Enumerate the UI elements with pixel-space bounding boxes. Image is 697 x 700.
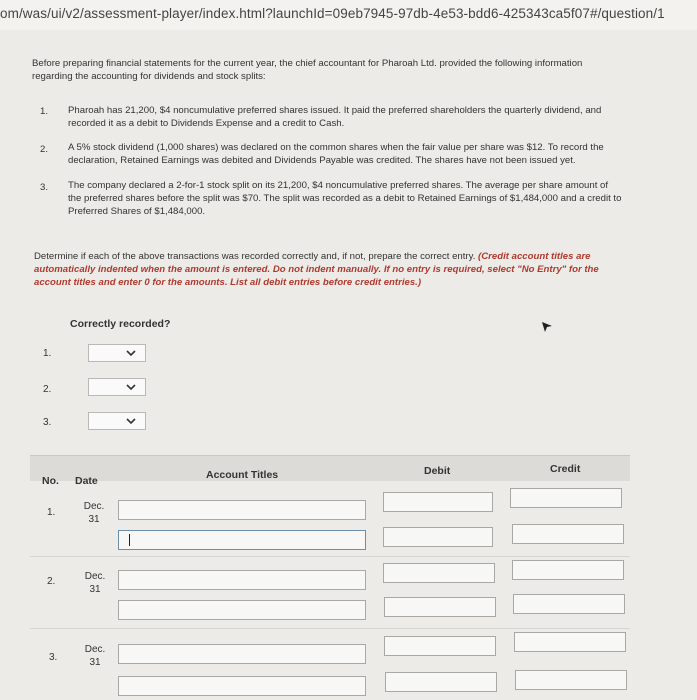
row-divider: [30, 556, 630, 557]
date-month: Dec.: [84, 571, 106, 582]
row-divider: [30, 628, 630, 629]
credit-input[interactable]: [512, 524, 624, 544]
debit-input[interactable]: [384, 636, 496, 656]
correctly-recorded-header: Correctly recorded?: [70, 318, 171, 330]
question-intro: Before preparing financial statements for the current year, the chief accountant for Pharoah Ltd. provided the following information regarding the accounting for dividends and stock splits:: [32, 58, 583, 82]
debit-input[interactable]: [383, 492, 493, 512]
header-credit: Credit: [550, 463, 581, 475]
account-title-input[interactable]: [118, 500, 366, 520]
mouse-cursor-icon: [540, 320, 554, 334]
account-title-input[interactable]: [118, 644, 366, 664]
account-title-input[interactable]: [118, 530, 366, 550]
credit-input[interactable]: [510, 488, 622, 508]
chevron-down-icon: [125, 415, 137, 427]
debit-input[interactable]: [385, 672, 497, 692]
credit-input[interactable]: [515, 670, 627, 690]
correctly-recorded-select-2[interactable]: [88, 378, 146, 396]
account-title-input[interactable]: [118, 676, 366, 696]
date-month: Dec.: [83, 501, 105, 512]
credit-input[interactable]: [514, 632, 626, 652]
entry-number: 3.: [49, 652, 58, 663]
credit-input[interactable]: [513, 594, 625, 614]
instructions-text: Determine if each of the above transactions was recorded correctly and, if not, prepare the correct entry.: [34, 251, 479, 262]
row-number: 3.: [43, 417, 52, 428]
row-number: 2.: [43, 384, 52, 395]
date-month: Dec.: [84, 644, 106, 655]
entry-number: 2.: [47, 576, 56, 587]
date-day: 31: [88, 514, 100, 525]
debit-input[interactable]: [383, 527, 493, 547]
assessment-page: [0, 30, 697, 700]
account-title-input[interactable]: [118, 600, 366, 620]
item-text: A 5% stock dividend (1,000 shares) was declared on the common shares when the fair value per share was $12. To record the declaration, Retained Earnings was debited and Dividends Payable was credited. The shares have not been issued yet.: [68, 142, 604, 166]
row-number: 1.: [43, 348, 52, 359]
entry-date: [80, 643, 110, 669]
item-number: 2.: [40, 144, 49, 155]
header-date: Date: [75, 475, 98, 487]
url-text[interactable]: om/was/ui/v2/assessment-player/index.html?launchId=09eb7945-97db-4e53-bdd6-425343ca5f07#/question/1: [0, 6, 665, 21]
item-number: 1.: [40, 106, 49, 117]
instructions: [34, 250, 624, 289]
chevron-down-icon: [125, 347, 137, 359]
item-number: 3.: [40, 182, 49, 193]
header-debit: Debit: [424, 465, 451, 477]
debit-input[interactable]: [383, 563, 495, 583]
date-day: 31: [89, 657, 101, 668]
entry-date: [79, 500, 109, 526]
header-account-titles: Account Titles: [206, 469, 279, 481]
correctly-recorded-select-1[interactable]: [88, 344, 146, 362]
text-caret: [129, 534, 130, 546]
entry-date: [80, 570, 110, 596]
credit-input[interactable]: [512, 560, 624, 580]
debit-input[interactable]: [384, 597, 496, 617]
header-no: No.: [42, 475, 59, 487]
journal-header-row: [30, 455, 630, 487]
correctly-recorded-select-3[interactable]: [88, 412, 146, 430]
chevron-down-icon: [125, 381, 137, 393]
account-title-input[interactable]: [118, 570, 366, 590]
item-text: The company declared a 2-for-1 stock split on its 21,200, $4 noncumulative preferred shares. The average per share amount of the preferred shares before the split was $70. The split was recorded as a debit to Retained Earnings of $1,484,000 and a credit to Preferred Shares of $1,484,000.: [68, 180, 622, 217]
entry-number: 1.: [47, 507, 56, 518]
instructions-emphasis: (Credit account titles are automatically indented when the amount is entered. Do not indent manually. If no entry is required, select "No Entry" for the account titles and enter 0 for the amounts. List all debit entries before credit entries.): [34, 251, 599, 288]
browser-address-bar[interactable]: [0, 0, 697, 31]
item-text: Pharoah has 21,200, $4 noncumulative preferred shares issued. It paid the preferred shareholders the quarterly dividend, and recorded it as a debit to Dividends Expense and a credit to Cash.: [68, 105, 602, 129]
date-day: 31: [89, 584, 101, 595]
